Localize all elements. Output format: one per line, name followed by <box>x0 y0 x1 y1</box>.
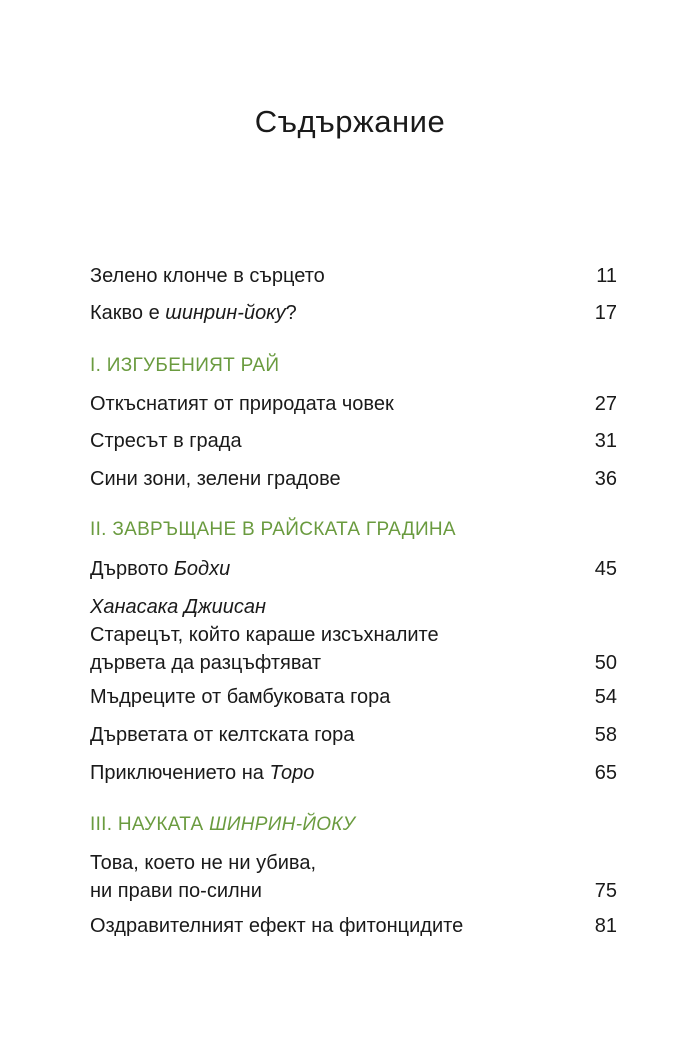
text-segment: Оздравителният ефект на фитонцидите <box>90 915 464 937</box>
italic-text: Ханасака Джиисан <box>90 596 267 618</box>
toc-entry <box>90 683 617 711</box>
text-segment: Какво е <box>90 302 166 324</box>
entry-title-line <box>90 877 557 905</box>
entry-title <box>90 465 617 493</box>
text-segment: Това, което не ни убива, <box>90 852 317 874</box>
page-number: 50 <box>594 652 617 674</box>
toc-entry <box>90 912 617 940</box>
entry-title <box>90 721 617 749</box>
entry-title-line <box>90 649 557 677</box>
entry-title <box>90 299 617 327</box>
entry-title <box>90 759 617 787</box>
text-segment: Сини зони, зелени градове <box>90 468 341 490</box>
toc-entry <box>90 465 617 493</box>
text-segment: дървета да разцъфтяват <box>90 652 322 674</box>
italic-text: Бодхи <box>173 558 231 580</box>
italic-text: Торо <box>269 762 315 784</box>
page-number: 81 <box>594 915 617 937</box>
text-segment: Зелено клонче в сърцето <box>90 265 325 287</box>
text-segment: Откъснатият от природата човек <box>90 393 394 415</box>
page-number: 58 <box>594 724 617 746</box>
page-number: 11 <box>596 265 617 287</box>
toc-entry <box>90 427 617 455</box>
text-segment: ни прави по-силни <box>90 880 262 902</box>
section-heading <box>90 811 617 839</box>
page-number: 54 <box>594 686 617 708</box>
page-number: 27 <box>594 393 617 415</box>
toc-entry <box>90 262 617 290</box>
toc-entry <box>90 593 617 677</box>
toc-entry <box>90 555 617 583</box>
text-segment: ? <box>285 302 297 324</box>
entry-title <box>90 593 617 677</box>
text-segment: I. ИЗГУБЕНИЯТ РАЙ <box>90 355 280 376</box>
italic-text: ШИНРИН-ЙОКУ <box>209 814 356 835</box>
text-segment: III. НАУКАТА <box>90 814 210 835</box>
entry-title <box>90 683 617 711</box>
entry-title-line <box>90 621 557 649</box>
page-title: Съдържание <box>254 104 446 139</box>
text-segment: Дървото <box>90 558 174 580</box>
page-number: 65 <box>594 762 617 784</box>
text-segment: Дърветата от келтската гора <box>90 724 355 746</box>
text-segment: Старецът, който караше изсъхналите <box>90 624 439 646</box>
entry-title <box>90 849 617 905</box>
toc-entry <box>90 849 617 905</box>
page-number: 36 <box>594 468 617 490</box>
text-segment: Приключението на <box>90 762 270 784</box>
entry-title <box>90 262 617 290</box>
entry-title <box>90 912 617 940</box>
page-number: 75 <box>594 880 617 902</box>
entry-title-line <box>90 849 557 877</box>
text-segment: Стресът в града <box>90 430 242 452</box>
page-number: 31 <box>594 430 617 452</box>
entry-title <box>90 427 617 455</box>
toc-entry <box>90 390 617 418</box>
text-segment: Мъдреците от бамбуковата гора <box>90 686 391 708</box>
italic-text: шинрин-йоку <box>165 302 286 324</box>
entry-title <box>90 555 617 583</box>
entry-title-line <box>90 593 557 621</box>
toc-entry <box>90 299 617 327</box>
text-segment: II. ЗАВРЪЩАНЕ В РАЙСКАТА ГРАДИНА <box>90 519 456 540</box>
page-number: 17 <box>594 302 617 324</box>
entry-title <box>90 390 617 418</box>
toc-entry <box>90 721 617 749</box>
section-heading <box>90 352 617 380</box>
page-number: 45 <box>594 558 617 580</box>
section-heading <box>90 516 617 544</box>
toc-entry <box>90 759 617 787</box>
